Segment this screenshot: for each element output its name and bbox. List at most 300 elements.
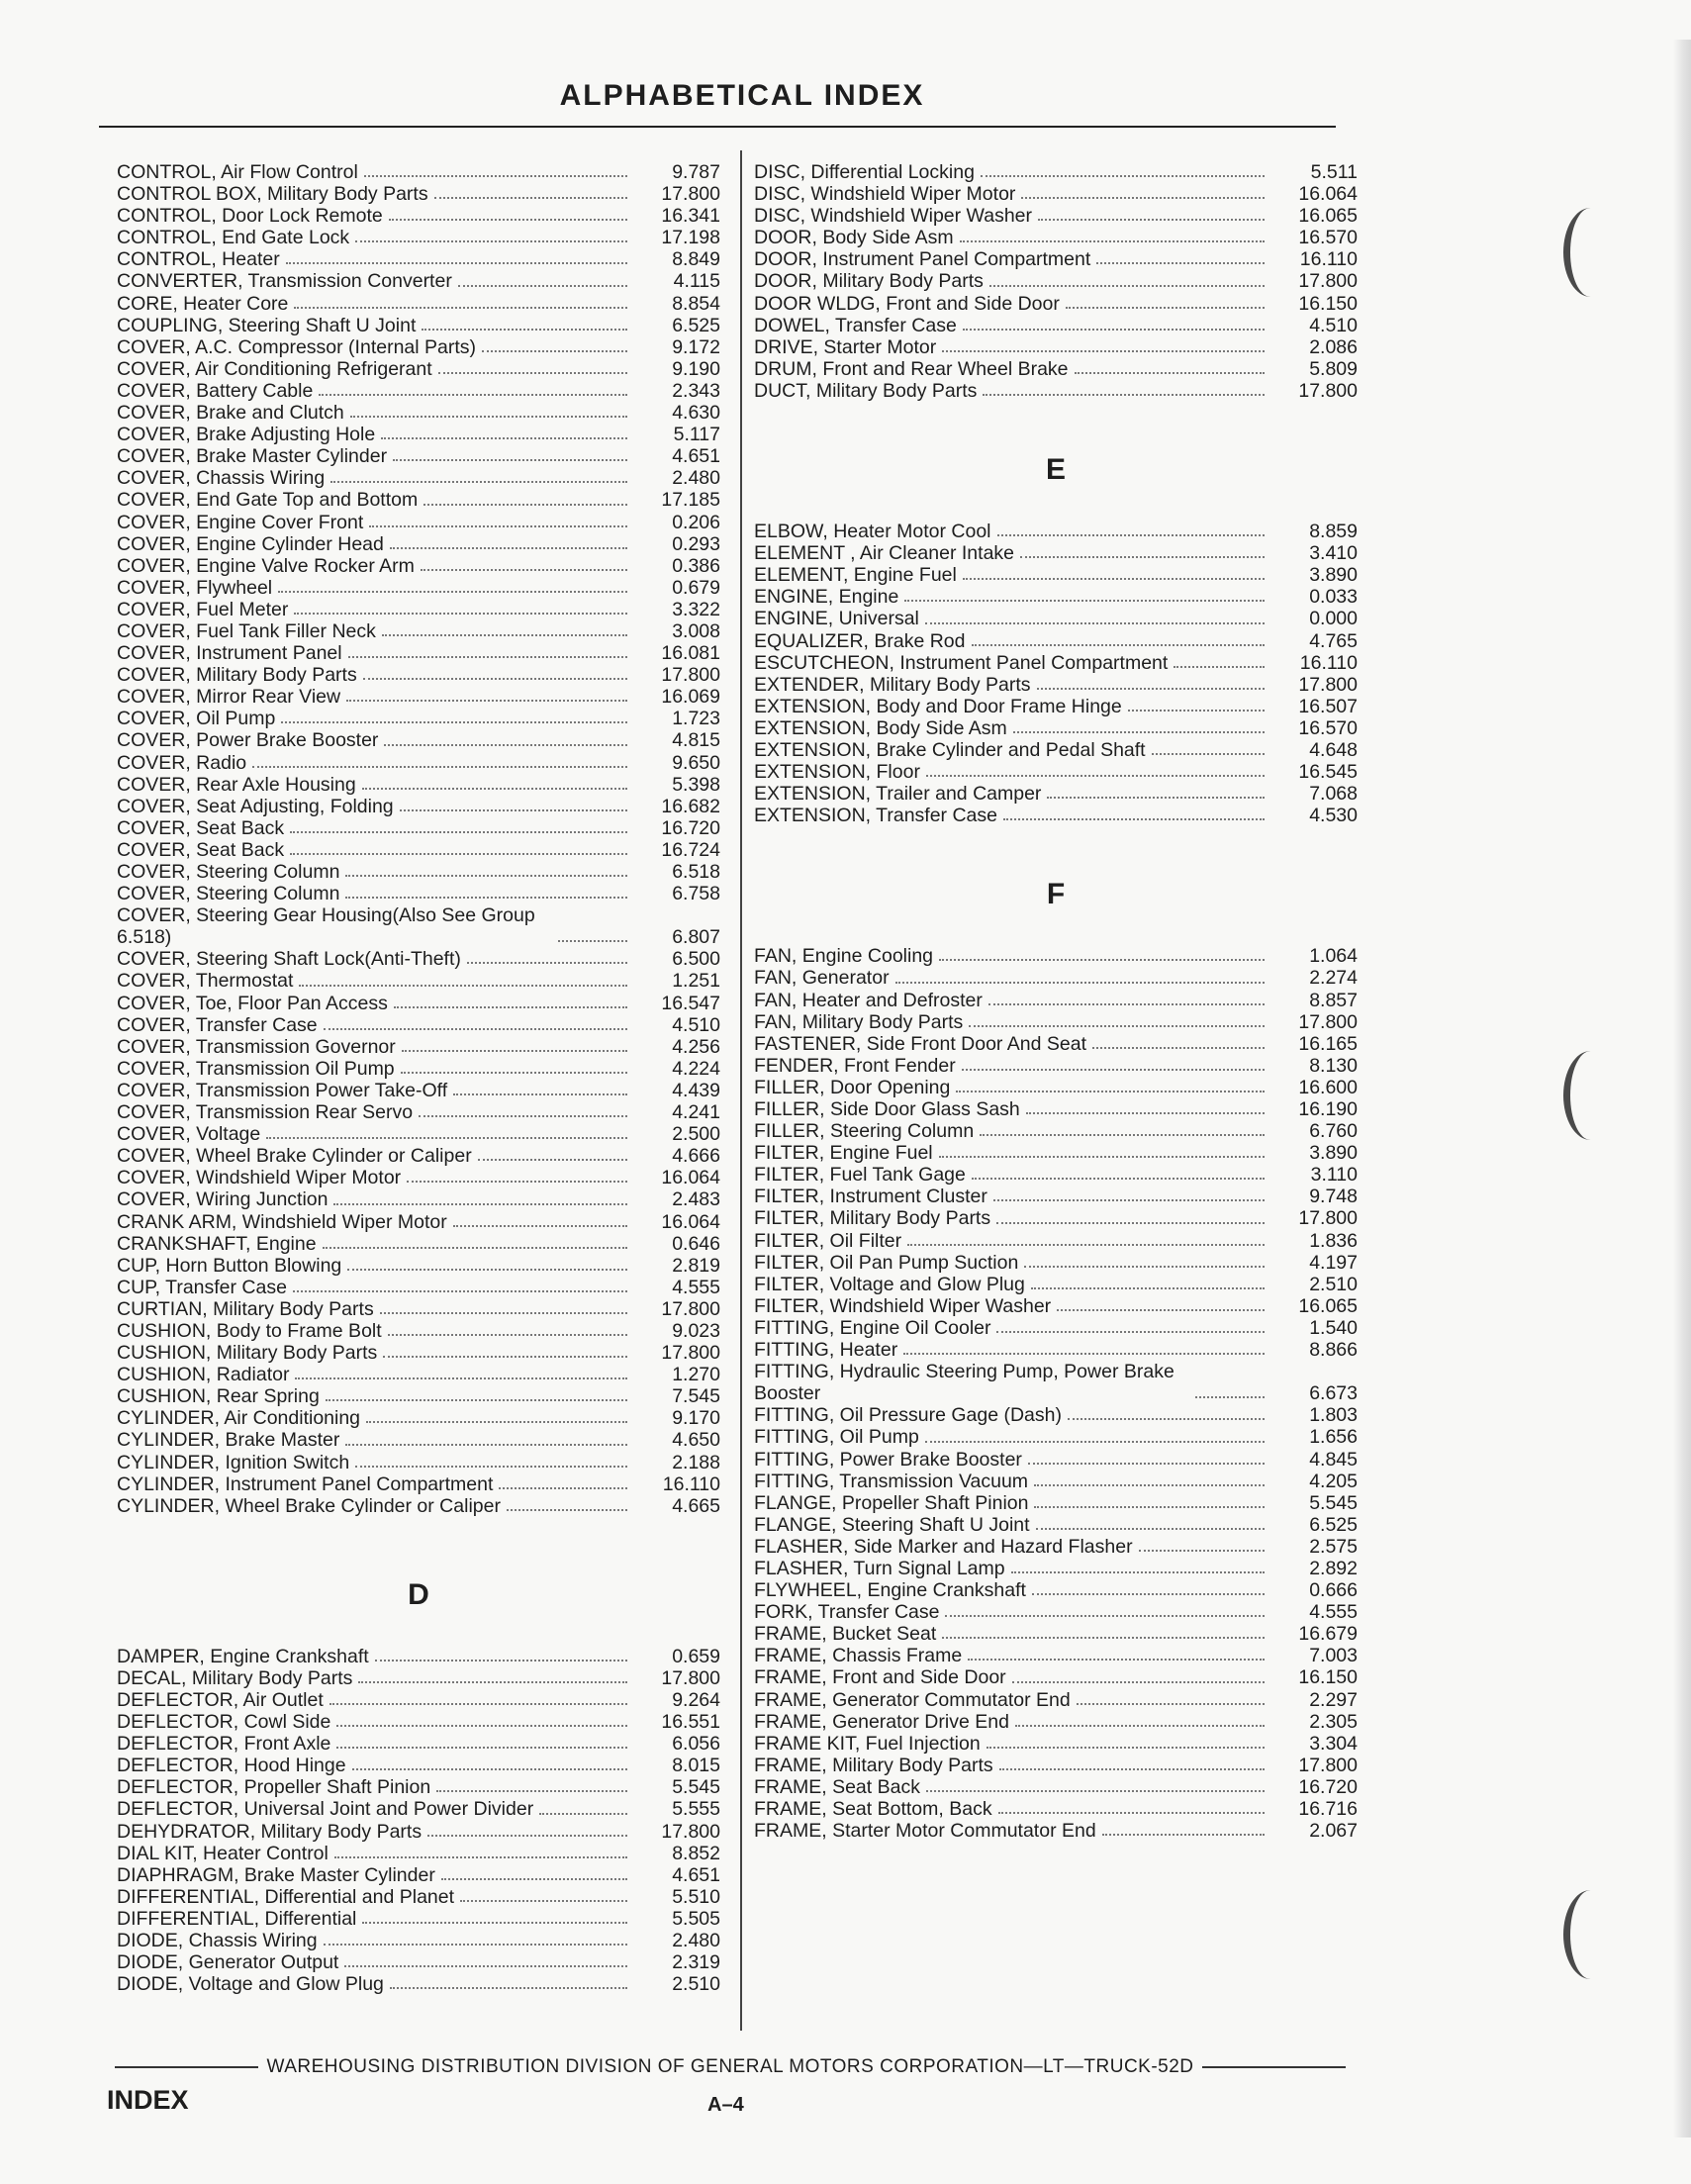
index-entry: [117, 555, 720, 577]
entry-group-number: 2.892: [1309, 1557, 1358, 1579]
entry-group-number: 2.510: [1309, 1273, 1358, 1295]
entry-description: FITTING, Oil Pressure Gage (Dash): [754, 1404, 1062, 1427]
entry-group-number: 1.803: [1309, 1404, 1358, 1427]
entry-group-number: 8.866: [1309, 1339, 1358, 1362]
index-entry: [117, 620, 720, 642]
dot-leader: [972, 643, 1266, 646]
entry-description: FAN, Engine Cooling: [754, 945, 934, 968]
entry-description: CUP, Transfer Case: [117, 1276, 287, 1298]
entry-group-number: 2.067: [1309, 1820, 1358, 1843]
index-entry: [754, 1601, 1358, 1623]
entry-description: FITTING, Oil Pump: [754, 1426, 919, 1449]
entry-description: EXTENSION, Floor: [754, 761, 920, 784]
binder-hole: [1563, 1890, 1618, 1979]
entry-description: FRAME, Starter Motor Commutator End: [754, 1820, 1096, 1843]
entry-description: COVER, Thermostat: [117, 970, 294, 993]
entry-description: EQUALIZER, Brake Rod: [754, 629, 966, 652]
entry-description: CUSHION, Body to Frame Bolt: [117, 1319, 382, 1342]
dot-leader: [1037, 687, 1265, 690]
index-entry: [117, 1298, 720, 1320]
index-entry: [754, 1426, 1358, 1448]
dot-leader: [1139, 1549, 1265, 1552]
dot-leader: [453, 1224, 627, 1227]
dot-leader: [989, 284, 1265, 287]
entry-description: COVER, Wheel Brake Cylinder or Caliper: [117, 1145, 472, 1168]
entry-description: COVER, Fuel Meter: [117, 598, 289, 620]
index-entry: [754, 1339, 1358, 1361]
index-entry: [117, 1864, 720, 1886]
entry-group-number: 8.859: [1309, 521, 1358, 543]
entry-group-number: 16.551: [661, 1711, 720, 1734]
index-entry: [117, 1101, 720, 1123]
dot-leader: [1152, 752, 1265, 755]
entry-group-number: 2.819: [672, 1254, 720, 1277]
index-entry: [117, 1495, 720, 1517]
index-entry: [117, 1930, 720, 1951]
dot-leader: [1174, 665, 1265, 668]
entry-group-number: 5.545: [672, 1776, 720, 1799]
entry-group-number: 16.545: [1298, 761, 1358, 784]
entry-group-number: 17.198: [661, 227, 720, 249]
index-entry: [754, 1274, 1358, 1295]
footer-text: WAREHOUSING DISTRIBUTION DIVISION OF GENERAL MOTORS CORPORATION—LT—TRUCK-52D: [266, 2056, 1194, 2077]
index-entry: [754, 1514, 1358, 1536]
entry-group-number: 0.666: [1309, 1579, 1358, 1602]
dot-leader: [1024, 1265, 1265, 1268]
entry-group-number: 5.511: [1310, 161, 1358, 183]
entry-group-number: 16.165: [1298, 1032, 1358, 1055]
index-entry: [117, 708, 720, 729]
dot-leader: [969, 1024, 1265, 1027]
dot-leader: [375, 1659, 627, 1662]
index-entry: [117, 1277, 720, 1298]
entry-group-number: 16.065: [1298, 1294, 1358, 1317]
entry-group-number: 9.170: [672, 1407, 720, 1430]
entry-description: DEFLECTOR, Cowl Side: [117, 1711, 331, 1734]
dot-leader: [1032, 1592, 1265, 1595]
entry-group-number: 3.110: [1310, 1164, 1358, 1187]
dot-leader: [925, 1440, 1265, 1443]
index-entry: [754, 1207, 1358, 1229]
entry-group-number: 4.651: [672, 1863, 720, 1886]
entry-description: FRAME, Bucket Seat: [754, 1623, 937, 1646]
entry-description: CORE, Heater Core: [117, 292, 289, 315]
dot-leader: [381, 436, 627, 439]
index-entry: [117, 183, 720, 205]
index-entry: [117, 1058, 720, 1080]
index-entry: [754, 270, 1358, 292]
dot-leader: [333, 1202, 627, 1205]
entry-group-number: 9.190: [672, 357, 720, 380]
dot-leader: [427, 1834, 627, 1837]
entry-description: COVER, Power Brake Booster: [117, 729, 379, 752]
entry-description: FILTER, Military Body Parts: [754, 1207, 991, 1230]
dot-leader: [319, 393, 627, 396]
dot-leader: [962, 1068, 1265, 1071]
entry-group-number: 0.646: [672, 1232, 720, 1255]
index-entry: [117, 861, 720, 883]
entry-group-number: 16.150: [1298, 1666, 1358, 1689]
index-entry: [117, 1908, 720, 1930]
dot-leader: [1047, 796, 1265, 799]
entry-description: COVER, A.C. Compressor (Internal Parts): [117, 335, 477, 358]
index-entry: [754, 1186, 1358, 1207]
dot-leader: [383, 1355, 627, 1358]
entry-group-number: 16.064: [1298, 183, 1358, 206]
entry-description: FRAME, Chassis Frame: [754, 1645, 963, 1667]
entry-group-number: 16.679: [1298, 1623, 1358, 1646]
dot-leader: [281, 720, 627, 723]
index-entry: [754, 542, 1358, 564]
entry-group-number: 5.555: [672, 1798, 720, 1821]
dot-leader: [393, 458, 627, 461]
entry-group-number: 4.530: [1309, 805, 1358, 827]
entry-description: ENGINE, Universal: [754, 608, 919, 630]
entry-description: ESCUTCHEON, Instrument Panel Compartment: [754, 651, 1169, 674]
entry-group-number: 16.507: [1298, 695, 1358, 717]
index-entry: [754, 227, 1358, 248]
entry-description: DAMPER, Engine Crankshaft: [117, 1645, 369, 1667]
entry-description: COVER, Toe, Floor Pan Access: [117, 992, 388, 1014]
entry-description: FILTER, Oil Filter: [754, 1229, 902, 1252]
index-entry: [117, 1188, 720, 1210]
dot-leader: [394, 1005, 627, 1008]
entry-group-number: 8.852: [672, 1842, 720, 1864]
dot-leader: [1026, 1111, 1265, 1114]
dot-leader: [369, 524, 627, 527]
page-number: A–4: [707, 2094, 744, 2116]
index-entry: [754, 358, 1358, 380]
entry-group-number: 16.064: [661, 1210, 720, 1233]
dot-leader: [942, 1636, 1265, 1639]
entry-group-number: 0.679: [672, 576, 720, 599]
dot-leader: [352, 1767, 627, 1770]
index-entry: [117, 533, 720, 555]
entry-group-number: 16.150: [1298, 292, 1358, 315]
index-entry: [117, 948, 720, 970]
entry-group-number: 8.849: [672, 248, 720, 271]
entry-group-number: 2.188: [672, 1451, 720, 1473]
dot-leader: [441, 1877, 627, 1880]
page-title: ALPHABETICAL INDEX: [559, 79, 925, 112]
entry-group-number: 9.023: [672, 1319, 720, 1342]
section-letter-f: F: [1046, 878, 1066, 911]
index-entry: [117, 1973, 720, 1995]
entry-description: DOOR WLDG, Front and Side Door: [754, 292, 1060, 315]
entry-description: COVER, Brake and Clutch: [117, 402, 344, 425]
dot-leader: [1020, 555, 1265, 558]
entry-description: DEHYDRATOR, Military Body Parts: [117, 1820, 423, 1843]
left-column: [117, 161, 720, 1995]
entry-group-number: 17.800: [661, 664, 720, 687]
dot-leader: [334, 1855, 627, 1858]
entry-description: COVER, Instrument Panel: [117, 642, 342, 665]
section-d-list: [117, 1646, 720, 1996]
dot-leader: [956, 1090, 1265, 1092]
entry-description: ENGINE, Engine: [754, 586, 899, 609]
entry-group-number: 0.206: [672, 511, 720, 533]
entry-description: DISC, Windshield Wiper Motor: [754, 183, 1016, 206]
dot-leader: [925, 621, 1265, 624]
entry-group-number: 16.064: [661, 1167, 720, 1189]
entry-group-number: 3.008: [672, 619, 720, 642]
index-entry: [117, 1689, 720, 1711]
index-entry: [754, 380, 1358, 402]
entry-description: ELEMENT, Engine Fuel: [754, 564, 957, 587]
entry-group-number: 4.630: [672, 402, 720, 425]
index-entry: [754, 1492, 1358, 1514]
entry-description: COVER, Engine Valve Rocker Arm: [117, 554, 415, 577]
dot-leader: [558, 939, 627, 942]
entry-description: DRIVE, Starter Motor: [754, 335, 937, 358]
entry-description: COVER, Radio: [117, 751, 247, 774]
entry-group-number: 16.341: [661, 205, 720, 228]
entry-description: DIFFERENTIAL, Differential: [117, 1907, 357, 1930]
index-entry: [117, 293, 720, 315]
index-entry: [754, 805, 1358, 826]
index-entry: [754, 1666, 1358, 1688]
entry-description: FITTING, Engine Oil Cooler: [754, 1316, 991, 1339]
dot-leader: [344, 1964, 627, 1967]
dot-leader: [366, 1420, 627, 1423]
entry-group-number: 3.304: [1309, 1732, 1358, 1755]
entry-description: FILTER, Engine Fuel: [754, 1142, 933, 1165]
entry-group-number: 1.270: [672, 1364, 720, 1386]
entry-description: CURTIAN, Military Body Parts: [117, 1297, 374, 1320]
index-entry: [117, 664, 720, 686]
entry-description: COVER, Steering Column: [117, 883, 340, 905]
entry-description: COVER, Transmission Governor: [117, 1035, 396, 1058]
dot-leader: [363, 677, 627, 680]
entry-group-number: 17.185: [661, 489, 720, 512]
entry-group-number: 4.224: [672, 1057, 720, 1080]
entry-description: COVER, End Gate Top and Bottom: [117, 489, 419, 512]
index-entry: [754, 564, 1358, 586]
entry-group-number: 2.575: [1309, 1535, 1358, 1558]
dot-leader: [478, 1158, 627, 1161]
dot-leader: [968, 1658, 1265, 1661]
entry-group-number: 2.274: [1309, 967, 1358, 990]
dot-leader: [539, 1812, 627, 1815]
dot-leader: [453, 1092, 627, 1095]
entry-description: CYLINDER, Brake Master: [117, 1429, 340, 1452]
entry-group-number: 1.064: [1309, 945, 1358, 968]
index-entry: [754, 1295, 1358, 1317]
entry-group-number: 7.003: [1309, 1645, 1358, 1667]
dot-leader: [972, 1177, 1265, 1180]
entry-group-number: 2.510: [672, 1973, 720, 1996]
entry-description: FORK, Transfer Case: [754, 1601, 940, 1624]
entry-group-number: 4.650: [672, 1429, 720, 1452]
dot-leader: [1057, 1308, 1265, 1311]
dot-leader: [999, 1767, 1265, 1770]
entry-description: DOOR, Instrument Panel Compartment: [754, 248, 1091, 271]
dot-leader: [326, 1398, 627, 1401]
entry-group-number: 4.205: [1309, 1470, 1358, 1492]
index-entry: [754, 248, 1358, 270]
entry-description: COVER, Windshield Wiper Motor: [117, 1167, 402, 1189]
entry-group-number: 16.716: [1298, 1798, 1358, 1820]
index-entry: [117, 1145, 720, 1167]
dot-leader: [988, 1002, 1265, 1005]
entry-description: FENDER, Front Fender: [754, 1054, 956, 1077]
entry-description: DEFLECTOR, Universal Joint and Power Divider: [117, 1798, 534, 1821]
index-entry: [754, 183, 1358, 205]
entry-group-number: 16.600: [1298, 1076, 1358, 1098]
entry-description: FASTENER, Side Front Door And Seat: [754, 1032, 1086, 1055]
dot-leader: [1102, 1833, 1265, 1836]
entry-description: FITTING, Transmission Vacuum: [754, 1470, 1029, 1492]
dot-leader: [1012, 1680, 1265, 1683]
entry-description: CONTROL BOX, Military Body Parts: [117, 183, 428, 206]
index-entry: [754, 630, 1358, 652]
index-entry: [117, 380, 720, 402]
entry-group-number: 6.758: [672, 883, 720, 905]
entry-group-number: 4.510: [1309, 314, 1358, 336]
entry-description: DISC, Windshield Wiper Washer: [754, 205, 1033, 228]
dot-leader: [329, 1702, 627, 1705]
index-entry: [117, 839, 720, 861]
dot-leader: [467, 961, 627, 964]
index-entry: [117, 904, 720, 948]
index-entry: [754, 1471, 1358, 1492]
index-entry: [117, 1385, 720, 1407]
index-entry: [754, 586, 1358, 608]
dot-leader: [330, 480, 627, 483]
entry-description: DEFLECTOR, Propeller Shaft Pinion: [117, 1776, 431, 1799]
index-entry: [117, 642, 720, 664]
dot-leader: [1068, 1417, 1265, 1420]
dot-leader: [347, 1268, 627, 1271]
index-entry: [754, 1011, 1358, 1033]
index-entry: [754, 945, 1358, 967]
index-entry: [117, 205, 720, 227]
dot-leader: [384, 743, 627, 746]
entry-description: COVER, Fuel Tank Filler Neck: [117, 619, 376, 642]
entry-group-number: 1.540: [1309, 1316, 1358, 1339]
index-entry: [754, 1689, 1358, 1711]
entry-description: DISC, Differential Locking: [754, 161, 975, 183]
entry-group-number: 6.500: [672, 948, 720, 971]
entry-description: CONTROL, Air Flow Control: [117, 161, 358, 183]
dot-leader: [422, 328, 627, 331]
index-entry: [117, 729, 720, 751]
entry-description: COVER, Oil Pump: [117, 708, 276, 730]
dot-leader: [438, 371, 627, 374]
entry-description: FRAME KIT, Fuel Injection: [754, 1732, 981, 1755]
index-entry: [117, 512, 720, 533]
index-entry: [754, 336, 1358, 358]
index-entry: [117, 358, 720, 380]
footer-index-label: INDEX: [107, 2085, 189, 2115]
index-entry: [117, 1255, 720, 1277]
entry-description: FRAME, Military Body Parts: [754, 1754, 993, 1776]
entry-group-number: 16.081: [661, 642, 720, 665]
dot-leader: [348, 655, 627, 658]
dot-leader: [907, 1243, 1265, 1246]
entry-description: FITTING, Power Brake Booster: [754, 1448, 1022, 1471]
index-entry: [754, 1142, 1358, 1164]
entry-group-number: 16.069: [661, 686, 720, 709]
dot-leader: [904, 599, 1265, 602]
dot-leader: [355, 1465, 627, 1468]
entry-group-number: 16.110: [1299, 248, 1358, 271]
entry-description: COVER, Steering Column: [117, 861, 340, 883]
dot-leader: [290, 830, 627, 833]
entry-group-number: 1.836: [1309, 1229, 1358, 1252]
title-rule: [99, 126, 1336, 128]
entry-description: COVER, Seat Back: [117, 816, 285, 839]
index-entry: [117, 270, 720, 292]
entry-group-number: 4.256: [672, 1035, 720, 1058]
index-entry: [754, 521, 1358, 542]
dot-leader: [1011, 1570, 1265, 1573]
dot-leader: [355, 239, 627, 242]
section-c-list: [117, 161, 720, 1517]
entry-description: CRANK ARM, Windshield Wiper Motor: [117, 1210, 447, 1233]
entry-group-number: 0.033: [1309, 586, 1358, 609]
entry-group-number: 17.800: [661, 1820, 720, 1843]
entry-group-number: 4.765: [1309, 629, 1358, 652]
entry-description: COVER, Air Conditioning Refrigerant: [117, 357, 432, 380]
entry-description: DEFLECTOR, Hood Hinge: [117, 1755, 346, 1777]
entry-description: DECAL, Military Body Parts: [117, 1666, 353, 1689]
index-entry: [754, 1645, 1358, 1666]
index-entry: [117, 577, 720, 599]
dot-leader: [362, 1921, 627, 1924]
entry-description: FRAME, Seat Bottom, Back: [754, 1798, 992, 1820]
dot-leader: [290, 852, 627, 855]
index-entry: [754, 1449, 1358, 1471]
binder-hole: [1563, 208, 1618, 297]
index-entry: [117, 315, 720, 336]
entry-description: CRANKSHAFT, Engine: [117, 1232, 317, 1255]
dot-leader: [266, 1136, 627, 1139]
entry-group-number: 4.115: [673, 270, 720, 293]
dot-leader: [993, 1198, 1265, 1201]
dot-leader: [286, 261, 627, 264]
index-entry: [117, 1036, 720, 1058]
index-entry: [117, 599, 720, 620]
entry-group-number: 5.505: [672, 1907, 720, 1930]
dot-leader: [996, 1221, 1265, 1224]
entry-group-number: 16.190: [1298, 1098, 1358, 1120]
entry-group-number: 0.293: [672, 532, 720, 555]
index-entry: [754, 1252, 1358, 1274]
index-entry: [754, 1579, 1358, 1601]
dot-leader: [401, 1071, 627, 1074]
index-entry: [117, 774, 720, 796]
entry-group-number: 2.500: [672, 1123, 720, 1146]
section-letter-e: E: [1045, 453, 1066, 487]
entry-description: COVER, Voltage: [117, 1123, 261, 1146]
index-entry: [754, 1098, 1358, 1120]
entry-description: CUSHION, Military Body Parts: [117, 1342, 378, 1365]
index-entry: [117, 752, 720, 774]
index-entry: [754, 1404, 1358, 1426]
index-entry: [754, 1536, 1358, 1558]
footer-line: [107, 2056, 1354, 2078]
entry-description: FILTER, Fuel Tank Gage: [754, 1164, 966, 1187]
dot-leader: [434, 196, 627, 199]
index-entry: [754, 1558, 1358, 1579]
index-entry: [117, 993, 720, 1014]
entry-group-number: 9.172: [672, 335, 720, 358]
dot-leader: [278, 590, 627, 593]
index-entry: [117, 1733, 720, 1755]
entry-group-number: 9.748: [1309, 1186, 1358, 1208]
dot-leader: [1128, 709, 1265, 712]
